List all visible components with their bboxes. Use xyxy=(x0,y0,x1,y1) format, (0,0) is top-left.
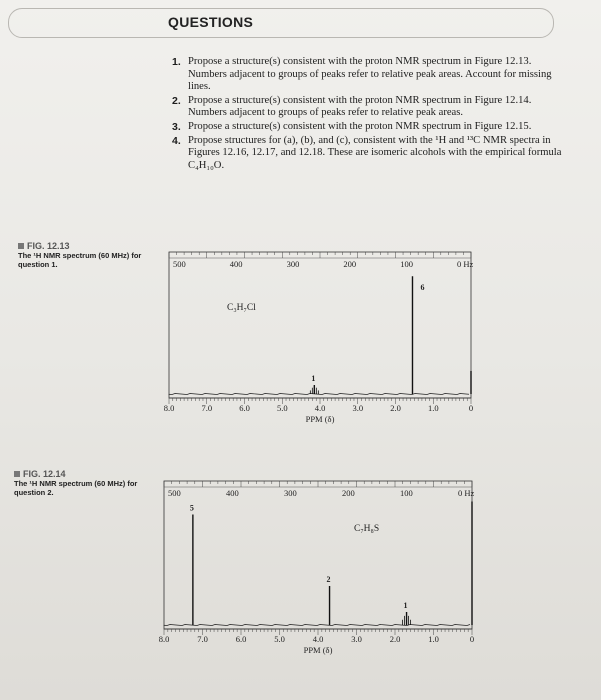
compound-formula: C₇H₈S xyxy=(354,524,380,534)
ppm-tick-label: 0 xyxy=(468,403,474,413)
x-axis-label: PPM (δ) xyxy=(305,414,335,424)
peak-area-label: 6 xyxy=(420,283,425,293)
ppm-tick-label: 2.0 xyxy=(389,634,401,644)
ppm-tick-label: 8.0 xyxy=(158,634,170,644)
ppm-tick-label: 4.0 xyxy=(312,634,324,644)
hz-tick-label: 0 Hz xyxy=(458,488,475,498)
ppm-tick-label: 1.0 xyxy=(427,403,439,413)
hz-tick-label: 300 xyxy=(286,259,300,269)
hz-tick-label: 0 Hz xyxy=(457,259,474,269)
ppm-tick-label: 7.0 xyxy=(201,403,213,413)
compound-formula: C₃H₇Cl xyxy=(227,303,256,313)
hz-tick-label: 500 xyxy=(168,488,181,498)
figure-caption-12-14 xyxy=(14,470,154,497)
ppm-tick-label: 4.0 xyxy=(314,403,326,413)
peak-area-label: 1 xyxy=(311,374,316,384)
ppm-tick-label: 6.0 xyxy=(235,634,247,644)
spectrum-baseline xyxy=(164,625,470,626)
figure-number: FIG. 12.13 xyxy=(27,241,70,251)
ppm-tick-label: 5.0 xyxy=(274,634,285,644)
nmr-spectrum-12-13 xyxy=(165,244,480,434)
spectrum-baseline xyxy=(169,394,469,395)
question-text: Propose structures for (a), (b), and (c), consistent with the ¹H and ¹³C NMR spectra in Figures 12.16, 12.17, and 12.18. These are isomeric alcohols with the empirical formula C₄H₁₀O. xyxy=(188,134,562,171)
hz-tick-label: 100 xyxy=(400,488,413,498)
peak-area-label: 1 xyxy=(403,601,408,610)
question-item xyxy=(172,121,562,134)
ppm-tick-label: 5.0 xyxy=(276,403,288,413)
plot-frame xyxy=(164,481,472,629)
figure-marker-icon xyxy=(14,471,20,477)
ppm-tick-label: 8.0 xyxy=(163,403,175,413)
peak-area-label: 5 xyxy=(189,503,194,513)
figure-caption-12-13 xyxy=(18,242,158,269)
question-number: 3. xyxy=(172,120,181,133)
question-list xyxy=(172,56,562,173)
x-axis-label: PPM (δ) xyxy=(303,645,333,655)
ppm-tick-label: 3.0 xyxy=(352,403,364,413)
ppm-tick-label: 1.0 xyxy=(428,634,439,644)
hz-tick-label: 300 xyxy=(284,488,297,498)
peak-area-label: 2 xyxy=(326,575,331,584)
question-item xyxy=(172,95,562,120)
hz-tick-label: 100 xyxy=(400,259,413,269)
page-title: QUESTIONS xyxy=(168,14,254,30)
figure-number: FIG. 12.14 xyxy=(23,469,66,479)
ppm-tick-label: 0 xyxy=(469,634,475,644)
question-item xyxy=(172,135,562,173)
figure-description: The ¹H NMR spectrum (60 MHz) for question 1. xyxy=(18,251,142,269)
figure-marker-icon xyxy=(18,243,24,249)
question-item xyxy=(172,56,562,94)
ppm-tick-label: 3.0 xyxy=(351,634,362,644)
hz-tick-label: 400 xyxy=(229,259,243,269)
question-number: 2. xyxy=(172,94,181,107)
question-text: Propose a structure(s) consistent with the proton NMR spectrum in Figure 12.15. xyxy=(188,120,532,132)
hz-tick-label: 400 xyxy=(226,488,239,498)
hz-tick-label: 500 xyxy=(173,259,186,269)
hz-tick-label: 200 xyxy=(342,488,355,498)
ppm-tick-label: 6.0 xyxy=(239,403,250,413)
question-number: 1. xyxy=(172,56,181,68)
header-banner xyxy=(8,8,554,38)
question-number: 4. xyxy=(172,134,181,147)
plot-frame xyxy=(169,252,471,398)
question-text: Propose a structure(s) consistent with the proton NMR spectrum in Figure 12.13. Numbers adjacent to groups of peaks refer to relative peak areas. Account for missing lines. xyxy=(188,56,552,93)
figure-description: The ¹H NMR spectrum (60 MHz) for question 2. xyxy=(14,479,138,497)
question-text: Propose a structure(s) consistent with the proton NMR spectrum in Figure 12.14. Numbers adjacent to groups of peaks refer to relative peak areas. xyxy=(188,94,532,119)
nmr-spectrum-12-14 xyxy=(160,473,480,668)
ppm-tick-label: 2.0 xyxy=(390,403,401,413)
hz-tick-label: 200 xyxy=(343,259,357,269)
ppm-tick-label: 7.0 xyxy=(197,634,208,644)
